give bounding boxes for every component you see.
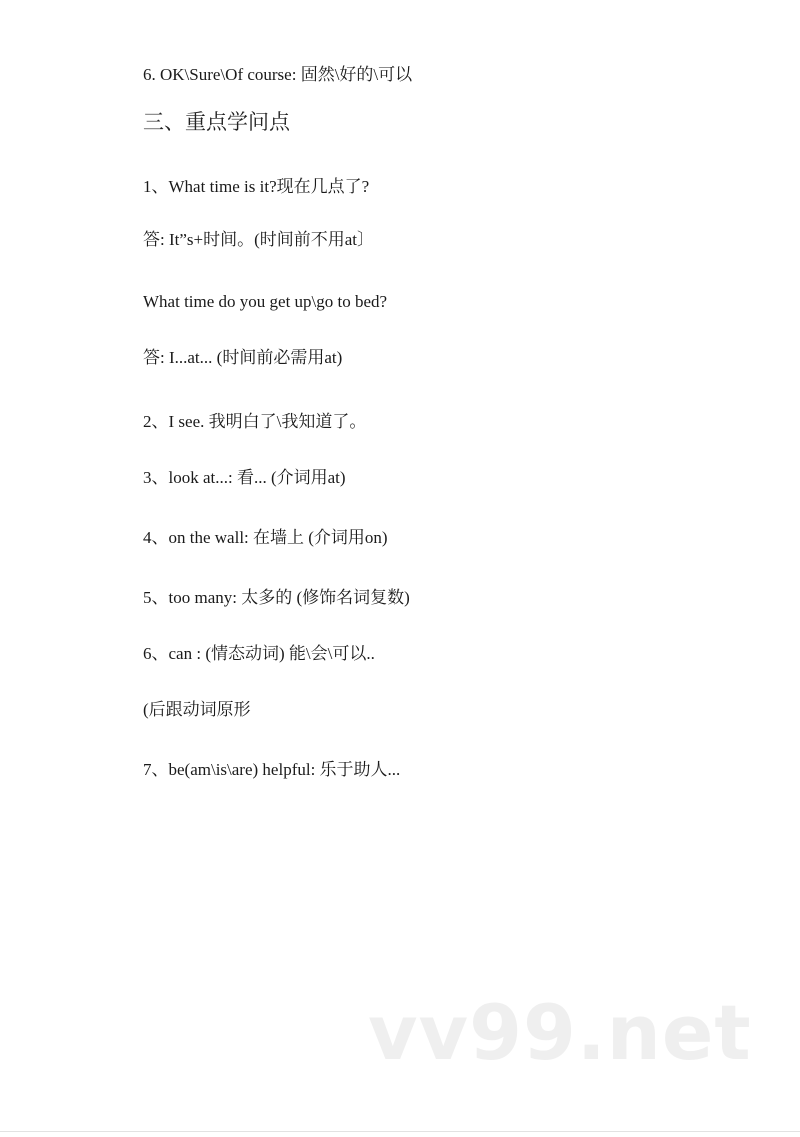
point-1-what-time: 1、What time is it?现在几点了? xyxy=(143,177,370,196)
question-get-up: What time do you get up\go to bed? xyxy=(143,292,388,311)
point-4-on-the-wall: 4、on the wall: 在墙上 (介词用on) xyxy=(143,528,388,547)
point-6-can-note: (后跟动词原形 xyxy=(143,700,251,719)
page-bottom-divider xyxy=(0,1131,800,1132)
point-5-too-many: 5、too many: 太多的 (修饰名词复数) xyxy=(143,588,410,607)
answer-i-at: 答: I...at... (时间前必需用at) xyxy=(143,348,343,367)
point-7-helpful: 7、be(am\is\are) helpful: 乐于助人... xyxy=(143,760,401,779)
item-6-ok-sure: 6. OK\Sure\Of course: 固然\好的\可以 xyxy=(143,65,413,84)
point-2-i-see: 2、I see. 我明白了\我知道了。 xyxy=(143,412,367,431)
watermark: vv99.net xyxy=(368,988,752,1077)
point-6-can: 6、can : (情态动词) 能\会\可以.. xyxy=(143,644,375,663)
section-heading: 三、重点学问点 xyxy=(143,110,290,134)
point-3-look-at: 3、look at...: 看... (介词用at) xyxy=(143,468,346,487)
answer-its-time: 答: It”s+时间。(时间前不用at〕 xyxy=(143,230,375,249)
